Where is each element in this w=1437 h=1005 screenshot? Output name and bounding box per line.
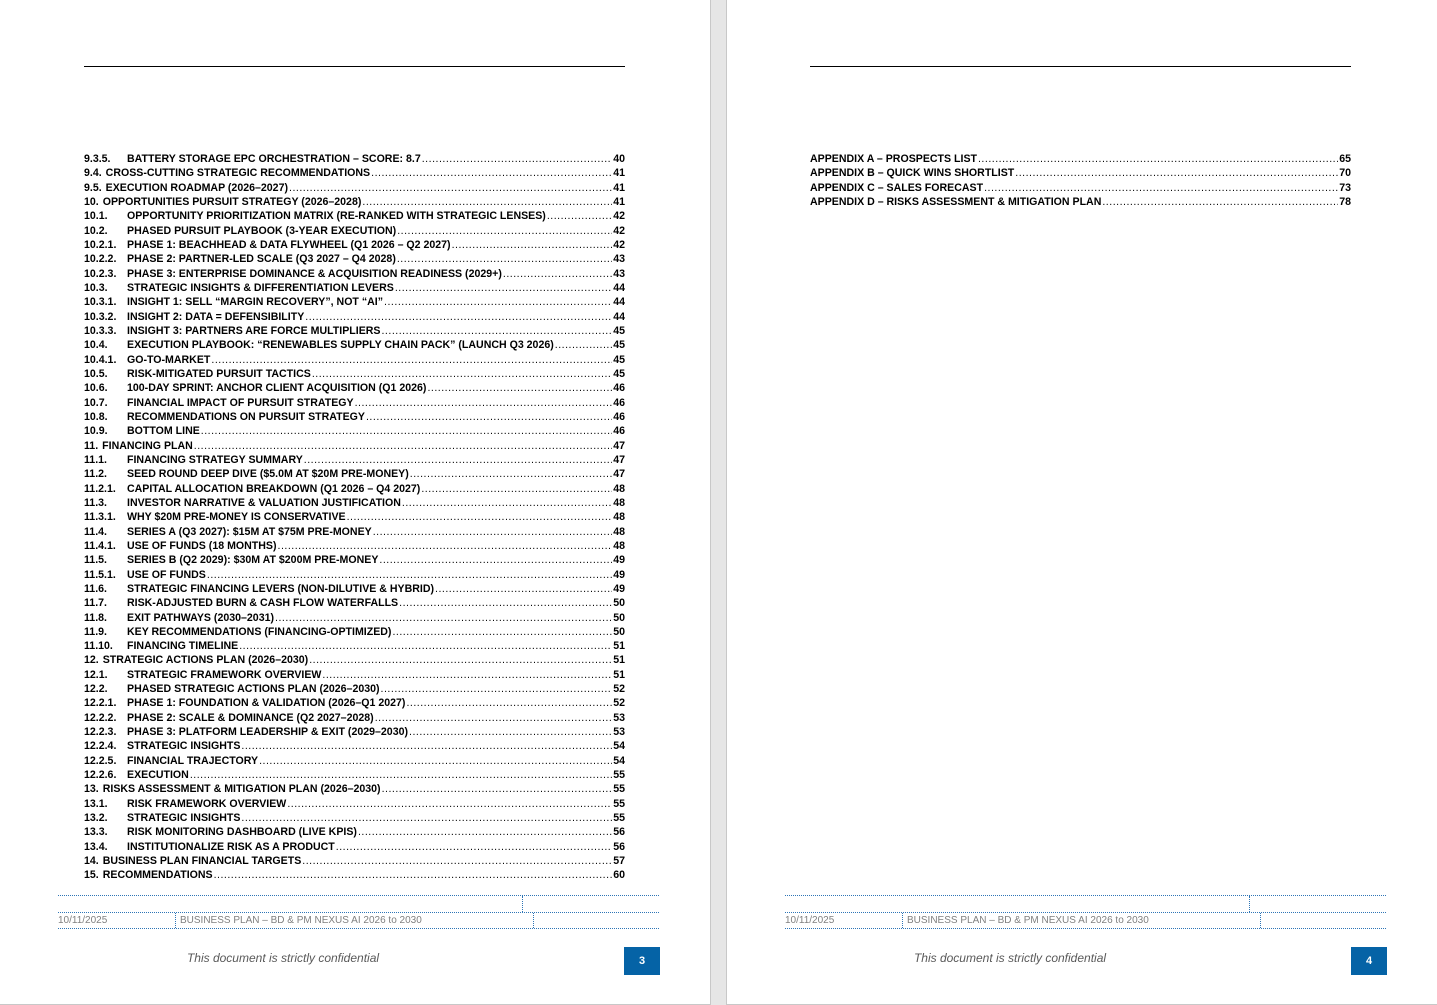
toc-entry-number: 10.3.1. [84,296,117,309]
toc-entry-page: 50 [613,625,625,638]
document-page-3 [0,0,710,1004]
toc-entry-title: RISK-ADJUSTED BURN & CASH FLOW WATERFALLS [127,597,399,610]
toc-entry[interactable] [84,725,625,739]
toc-entry[interactable] [84,310,625,324]
toc-dot-leader [190,768,612,782]
toc-entry-number: 13. [84,783,99,796]
toc-entry-title: RISK MONITORING DASHBOARD (LIVE KPIS) [127,826,357,839]
toc-entry-title: 100-DAY SPRINT: ANCHOR CLIENT ACQUISITION (Q1 2026) [127,382,427,395]
toc-dot-leader [375,711,613,725]
toc-entry-number: 10.6. [84,382,108,395]
toc-entry[interactable] [84,568,625,582]
toc-entry-title: APPENDIX B – QUICK WINS SHORTLIST [810,167,1015,180]
toc-entry-title: APPENDIX A – PROSPECTS LIST [810,153,977,165]
toc-entry[interactable] [84,596,625,610]
toc-entry-number: 12. [84,654,99,667]
toc-entry[interactable] [84,410,625,424]
toc-entry-page: 42 [613,238,625,251]
toc-dot-leader [194,439,612,453]
toc-entry-page: 43 [613,267,625,280]
toc-entry-number: 10.5. [84,367,108,380]
toc-entry-page: 45 [613,324,625,337]
toc-dot-leader [402,496,612,510]
toc-entry-page: 44 [613,310,625,323]
toc-entry-number: 11.8. [84,611,107,624]
toc-entry-title: APPENDIX C – SALES FORECAST [810,181,984,194]
toc-entry-title: STRATEGIC INSIGHTS [127,812,241,825]
toc-dot-leader [422,152,612,166]
toc-entry-title: INSIGHT 1: SELL “MARGIN RECOVERY”, NOT “AI” [127,296,384,309]
toc-entry-title: BUSINESS PLAN FINANCIAL TARGETS [102,855,302,868]
toc-entry[interactable] [84,166,625,180]
toc-entry[interactable] [84,739,625,753]
toc-dot-leader [241,739,612,753]
toc-entry[interactable] [84,353,625,367]
toc-entry-number: 10.4. [84,339,108,352]
toc-dot-leader [304,453,612,467]
toc-entry-page: 70 [1339,167,1351,180]
toc-dot-leader [371,166,612,180]
toc-entry-title: INVESTOR NARRATIVE & VALUATION JUSTIFICATION [127,496,401,509]
toc-entry-number: 12.2.4. [84,740,117,753]
table-of-contents [84,152,625,883]
toc-entry-title: EXECUTION ROADMAP (2026–2027) [105,181,288,194]
toc-dot-leader [397,252,612,266]
toc-dot-leader [984,181,1338,195]
toc-entry-number: 10.2.3. [84,267,117,280]
toc-entry[interactable] [84,625,625,639]
toc-dot-leader [302,854,612,868]
toc-dot-leader [287,797,612,811]
toc-entry-title: OPPORTUNITY PRIORITIZATION MATRIX (RE-RANKED WITH STRATEGIC LENSES) [127,210,546,223]
toc-entry[interactable] [84,510,625,524]
toc-entry-title: INSTITUTIONALIZE RISK AS A PRODUCT [127,840,335,853]
toc-dot-leader [309,653,612,667]
toc-dot-leader [379,553,612,567]
toc-dot-leader [312,367,612,381]
toc-entry[interactable] [810,166,1351,180]
footer-top-row [785,895,1386,913]
toc-entry-page: 52 [613,683,625,696]
toc-dot-leader [347,510,613,524]
footer-date: 10/11/2025 [58,915,108,926]
toc-dot-leader [214,868,613,882]
header-rule [810,66,1351,67]
toc-entry-page: 43 [613,253,625,266]
toc-dot-leader [978,152,1338,166]
toc-entry[interactable] [84,854,625,868]
toc-entry-title: INSIGHT 3: PARTNERS ARE FORCE MULTIPLIERS [127,324,381,337]
toc-entry-page: 53 [613,726,625,739]
toc-entry-title: STRATEGIC FINANCING LEVERS (NON-DILUTIVE & HYBRID) [127,582,435,595]
toc-entry[interactable] [84,338,625,352]
toc-entry-number: 12.1. [84,668,108,681]
toc-entry-page: 44 [613,281,625,294]
toc-entry-number: 9.4. [84,167,102,180]
toc-entry-page: 51 [613,640,625,653]
toc-entry-page: 46 [613,382,625,395]
toc-entry[interactable] [84,754,625,768]
toc-entry[interactable] [84,582,625,596]
toc-entry-number: 11.3. [84,496,107,509]
toc-entry[interactable] [84,281,625,295]
toc-entry-page: 46 [613,410,625,423]
toc-entry-number: 12.2.6. [84,769,117,782]
toc-entry-title: RECOMMENDATIONS [102,869,213,882]
toc-entry-page: 55 [613,797,625,810]
toc-entry-number: 11.9. [84,625,107,638]
toc-entry-number: 10.4.1. [84,353,117,366]
toc-entry-title: BATTERY STORAGE EPC ORCHESTRATION – SCORE: 8.7 [127,153,421,165]
toc-entry-title: OPPORTUNITIES PURSUIT STRATEGY (2026–2028) [102,195,362,208]
toc-entry-title: RISKS ASSESSMENT & MITIGATION PLAN (2026–2030) [102,783,381,796]
toc-entry-title: USE OF FUNDS (18 MONTHS) [127,539,277,552]
toc-entry-title: EXECUTION PLAYBOOK: “RENEWABLES SUPPLY CHAIN PACK” (LAUNCH Q3 2026) [127,339,554,352]
toc-entry-number: 11.5.1. [84,568,116,581]
toc-entry-page: 48 [613,525,625,538]
toc-dot-leader [239,639,612,653]
toc-dot-leader [336,840,612,854]
toc-entry-title: CROSS-CUTTING STRATEGIC RECOMMENDATIONS [105,167,371,180]
toc-dot-leader [366,410,612,424]
toc-entry[interactable] [84,868,625,882]
toc-entry-page: 50 [613,611,625,624]
toc-entry[interactable] [84,252,625,266]
toc-dot-leader [362,195,612,209]
toc-entry-title: USE OF FUNDS [127,568,206,581]
toc-entry-title: SEED ROUND DEEP DIVE ($5.0M AT $20M PRE-MONEY) [127,468,409,481]
toc-entry-title: RISK-MITIGATED PURSUIT TACTICS [127,367,311,380]
toc-entry-page: 55 [613,812,625,825]
toc-entry-number: 11.5. [84,554,107,567]
table-of-contents [810,152,1351,209]
toc-entry[interactable] [84,639,625,653]
toc-entry[interactable] [84,825,625,839]
toc-entry-page: 48 [613,511,625,524]
toc-dot-leader [241,811,612,825]
toc-dot-leader [382,782,613,796]
footer-info-row [58,913,659,929]
toc-entry-number: 11.6. [84,582,107,595]
toc-dot-leader [373,525,612,539]
toc-entry-page: 51 [613,654,625,667]
toc-entry-title: PHASED PURSUIT PLAYBOOK (3-YEAR EXECUTION) [127,224,397,237]
toc-entry-number: 11.1. [84,453,107,466]
toc-entry-number: 10.2.2. [84,253,117,266]
toc-dot-leader [427,381,612,395]
toc-entry-number: 10.3.3. [84,324,117,337]
toc-dot-leader [207,568,612,582]
toc-entry[interactable] [84,811,625,825]
toc-entry[interactable] [84,840,625,854]
toc-entry-number: 10.7. [84,396,108,409]
toc-dot-leader [547,209,612,223]
toc-entry-number: 11.4.1. [84,539,116,552]
toc-dot-leader [503,267,612,281]
toc-entry-number: 10.2.1. [84,238,117,251]
toc-entry[interactable] [84,238,625,252]
toc-entry-page: 42 [613,224,625,237]
page-number-badge: 4 [1351,947,1387,975]
toc-entry[interactable] [84,711,625,725]
toc-dot-leader [289,181,612,195]
toc-dot-leader [381,682,613,696]
toc-entry-page: 73 [1339,181,1351,194]
toc-entry-number: 10. [84,195,99,208]
toc-dot-leader [555,338,612,352]
toc-entry[interactable] [84,424,625,438]
toc-entry-page: 44 [613,296,625,309]
toc-entry-title: STRATEGIC FRAMEWORK OVERVIEW [127,668,322,681]
toc-entry[interactable] [84,668,625,682]
toc-entry-title: SERIES A (Q3 2027): $15M AT $75M PRE-MONEY [127,525,372,538]
toc-entry-page: 55 [613,783,625,796]
toc-entry-page: 52 [613,697,625,710]
toc-entry-title: PHASE 1: BEACHHEAD & DATA FLYWHEEL (Q1 2026 – Q2 2027) [127,238,451,251]
footer-doc-title: BUSINESS PLAN – BD & PM NEXUS AI 2026 to 2030 [907,915,1149,926]
toc-entry[interactable] [84,381,625,395]
toc-entry-title: FINANCING TIMELINE [127,640,239,653]
page-footer [58,895,659,929]
toc-entry[interactable] [84,682,625,696]
toc-entry[interactable] [84,653,625,667]
header-rule [84,66,625,67]
toc-dot-leader [278,539,613,553]
toc-entry-number: 15. [84,869,99,882]
toc-entry-title: KEY RECOMMENDATIONS (FINANCING-OPTIMIZED) [127,625,392,638]
toc-dot-leader [1015,166,1338,180]
toc-dot-leader [201,424,612,438]
toc-entry-page: 53 [613,711,625,724]
toc-entry-title: CAPITAL ALLOCATION BREAKDOWN (Q1 2026 – Q4 2027) [127,482,421,495]
toc-entry-title: RISK FRAMEWORK OVERVIEW [127,797,287,810]
toc-entry-number: 10.1. [84,210,108,223]
toc-entry-page: 56 [613,840,625,853]
toc-entry[interactable] [84,496,625,510]
toc-dot-leader [406,696,612,710]
toc-entry-page: 54 [613,754,625,767]
confidential-notice: This document is strictly confidential [186,951,380,965]
toc-entry-title: INSIGHT 2: DATA = DEFENSIBILITY [127,310,305,323]
toc-entry-number: 12.2. [84,683,108,696]
toc-entry-number: 11.2. [84,468,107,481]
toc-entry[interactable] [84,324,625,338]
toc-entry-title: FINANCIAL TRAJECTORY [127,754,259,767]
toc-dot-leader [358,825,612,839]
toc-entry-page: 48 [613,539,625,552]
toc-dot-leader [410,467,612,481]
toc-entry-page: 78 [1339,195,1351,208]
footer-info-row [785,913,1386,929]
toc-entry-number: 13.1. [84,797,108,810]
toc-entry-page: 65 [1339,153,1351,165]
toc-entry-title: PHASED STRATEGIC ACTIONS PLAN (2026–2030) [127,683,380,696]
toc-dot-leader [381,324,612,338]
toc-entry[interactable] [84,797,625,811]
toc-dot-leader [305,310,612,324]
toc-entry-number: 11.10. [84,640,113,653]
toc-entry-page: 45 [613,339,625,352]
page-footer [785,895,1386,929]
toc-dot-leader [322,668,612,682]
toc-entry-page: 49 [613,582,625,595]
toc-entry[interactable] [84,224,625,238]
toc-entry-number: 13.4. [84,840,108,853]
toc-entry-page: 50 [613,597,625,610]
toc-entry-title: BOTTOM LINE [127,425,200,438]
toc-entry[interactable] [84,181,625,195]
toc-entry[interactable] [84,267,625,281]
toc-entry-page: 56 [613,826,625,839]
toc-entry-title: STRATEGIC INSIGHTS [127,740,241,753]
toc-entry-title: FINANCING PLAN [102,439,193,452]
toc-entry-number: 10.3. [84,281,108,294]
toc-entry-number: 10.9. [84,425,108,438]
toc-dot-leader [384,295,612,309]
toc-dot-leader [392,625,612,639]
footer-doc-title: BUSINESS PLAN – BD & PM NEXUS AI 2026 to 2030 [180,915,422,926]
toc-entry[interactable] [84,482,625,496]
toc-entry[interactable] [84,439,625,453]
toc-entry-number: 12.2.3. [84,726,117,739]
toc-entry-title: PHASE 2: SCALE & DOMINANCE (Q2 2027–2028) [127,711,374,724]
footer-date: 10/11/2025 [785,915,835,926]
toc-dot-leader [1102,195,1338,209]
toc-entry-page: 51 [613,668,625,681]
toc-dot-leader [409,725,612,739]
toc-dot-leader [259,754,612,768]
toc-entry[interactable] [84,525,625,539]
toc-dot-leader [421,482,612,496]
toc-dot-leader [355,396,613,410]
toc-entry[interactable] [84,696,625,710]
toc-entry-page: 41 [613,195,625,208]
toc-entry-page: 55 [613,769,625,782]
toc-entry-title: PHASE 3: ENTERPRISE DOMINANCE & ACQUISITION READINESS (2029+) [127,267,502,280]
toc-dot-leader [399,596,612,610]
toc-entry-number: 11.7. [84,597,107,610]
toc-entry-title: FINANCING STRATEGY SUMMARY [127,453,303,466]
toc-entry-title: APPENDIX D – RISKS ASSESSMENT & MITIGATION PLAN [810,195,1102,208]
toc-entry[interactable] [84,209,625,223]
toc-entry[interactable] [84,367,625,381]
document-page-4 [727,0,1437,1004]
toc-entry[interactable] [84,782,625,796]
toc-entry[interactable] [84,152,625,166]
toc-entry[interactable] [84,295,625,309]
toc-entry-title: PHASE 2: PARTNER-LED SCALE (Q3 2027 – Q4 2028) [127,253,396,266]
toc-dot-leader [211,353,612,367]
toc-entry-number: 11.2.1. [84,482,116,495]
toc-entry-number: 10.2. [84,224,108,237]
confidential-notice: This document is strictly confidential [913,951,1107,965]
toc-entry-number: 13.3. [84,826,108,839]
toc-entry-number: 9.5. [84,181,102,194]
toc-entry-page: 41 [613,167,625,180]
toc-entry[interactable] [84,453,625,467]
toc-entry-page: 42 [613,210,625,223]
toc-entry-number: 12.2.1. [84,697,117,710]
toc-entry[interactable] [810,152,1351,166]
toc-entry-number: 14. [84,855,99,868]
toc-entry-page: 46 [613,425,625,438]
toc-entry[interactable] [84,553,625,567]
toc-entry-page: 48 [613,482,625,495]
toc-entry-page: 46 [613,396,625,409]
toc-entry-page: 49 [613,554,625,567]
toc-entry-page: 49 [613,568,625,581]
toc-entry-number: 9.3.5. [84,153,111,165]
toc-entry-title: FINANCIAL IMPACT OF PURSUIT STRATEGY [127,396,354,409]
toc-entry[interactable] [810,195,1351,209]
toc-entry[interactable] [84,396,625,410]
toc-dot-leader [397,224,612,238]
toc-entry-title: EXECUTION [127,769,189,782]
toc-entry-number: 11. [84,439,99,452]
toc-entry-page: 45 [613,367,625,380]
toc-entry-page: 54 [613,740,625,753]
toc-entry-number: 13.2. [84,812,108,825]
toc-entry-number: 12.2.2. [84,711,117,724]
toc-entry-page: 47 [613,468,625,481]
toc-dot-leader [435,582,612,596]
toc-entry[interactable] [84,539,625,553]
toc-entry-title: PHASE 3: PLATFORM LEADERSHIP & EXIT (2029–2030) [127,726,409,739]
toc-entry[interactable] [84,195,625,209]
toc-dot-leader [395,281,612,295]
toc-entry-title: GO-TO-MARKET [127,353,211,366]
toc-entry-title: EXIT PATHWAYS (2030–2031) [127,611,275,624]
toc-entry-number: 11.3.1. [84,511,116,524]
toc-entry-title: PHASE 1: FOUNDATION & VALIDATION (2026–Q1 2027) [127,697,406,710]
toc-entry-title: RECOMMENDATIONS ON PURSUIT STRATEGY [127,410,365,423]
toc-entry-title: SERIES B (Q2 2029): $30M AT $200M PRE-MONEY [127,554,379,567]
toc-entry-page: 48 [613,496,625,509]
toc-dot-leader [452,238,613,252]
toc-entry-page: 57 [613,855,625,868]
toc-entry[interactable] [84,467,625,481]
footer-top-row [58,895,659,913]
toc-entry[interactable] [84,611,625,625]
toc-entry[interactable] [84,768,625,782]
toc-entry-number: 10.8. [84,410,108,423]
page-number-badge: 3 [624,947,660,975]
toc-entry-number: 10.3.2. [84,310,117,323]
toc-entry-number: 11.4. [84,525,107,538]
toc-entry-title: STRATEGIC INSIGHTS & DIFFERENTIATION LEVERS [127,281,394,294]
toc-entry-title: STRATEGIC ACTIONS PLAN (2026–2030) [102,654,309,667]
toc-entry-page: 45 [613,353,625,366]
toc-entry-title: WHY $20M PRE-MONEY IS CONSERVATIVE [127,511,346,524]
toc-entry-page: 60 [613,869,625,882]
toc-entry[interactable] [810,181,1351,195]
toc-entry-page: 40 [613,153,625,165]
toc-entry-page: 47 [613,439,625,452]
toc-dot-leader [275,611,612,625]
toc-entry-page: 41 [613,181,625,194]
toc-entry-number: 12.2.5. [84,754,117,767]
toc-entry-page: 47 [613,453,625,466]
